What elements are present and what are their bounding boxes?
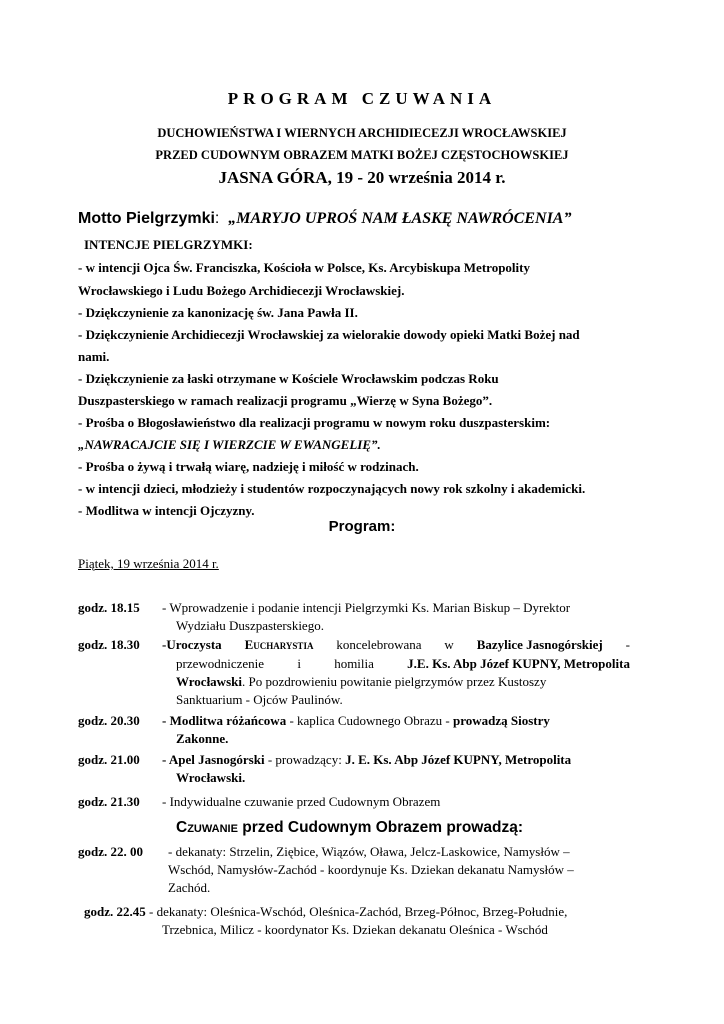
intention-line: - Dziękczynienie Archidiecezji Wrocławskiej za wielorakie dowody opieki Matki Bożej nad	[78, 327, 580, 342]
subtitle-line-2: PRZED CUDOWNYM OBRAZEM MATKI BOŻEJ CZĘSTOCHOWSKIEJ	[155, 148, 569, 162]
vigil-text: Trzebnica, Milicz - koordynator Ks. Dziekan dekanatu Oleśnica - Wschód	[162, 922, 548, 937]
entry-text: . Po pozdrowieniu powitanie pielgrzymów przez Kustoszy	[241, 674, 547, 689]
intention-line: - w intencji dzieci, młodzieży i studentów rozpoczynających nowy rok szkolny i akademicki.	[78, 481, 586, 496]
entry-text: - Wprowadzenie i podanie intencji Pielgrzymki Ks. Marian Biskup – Dyrektor	[162, 600, 571, 615]
entry-text: - Modlitwa różańcowa	[162, 713, 287, 728]
entry-text: - prowadzący:	[264, 752, 346, 767]
place-date: JASNA GÓRA, 19 - 20 września 2014 r.	[218, 168, 506, 187]
intention-line: „NAWRACAJCIE SIĘ I WIERZCIE W EWANGELIĘ”.	[78, 437, 381, 452]
entry-text: Wrocławski.	[176, 770, 246, 785]
entry-text: J. E. Ks. Abp Józef KUPNY, Metropolita	[345, 752, 572, 767]
entry-text	[162, 637, 630, 653]
entry-time: godz. 18.30	[78, 637, 140, 652]
intention-line: - Modlitwa w intencji Ojczyzny.	[78, 503, 255, 518]
vigil-entry	[84, 904, 567, 920]
vigil-heading	[176, 819, 523, 837]
entry-text: Zakonne.	[176, 731, 229, 746]
motto-label: Motto Pielgrzymki	[78, 210, 215, 227]
entry-text	[176, 674, 546, 690]
entry-time: godz. 18.15	[78, 600, 140, 615]
intention-line: - w intencji Ojca Św. Franciszka, Kościoła w Polsce, Ks. Arcybiskupa Metropolity	[78, 260, 530, 275]
entry-text	[162, 713, 550, 729]
entry-text: koncelebrowana	[336, 637, 422, 652]
intention-line: Duszpasterskiego w ramach realizacji programu „Wierzę w Syna Bożego”.	[78, 393, 493, 408]
intention-line: Wrocławskiego i Ludu Bożego Archidiecezji Wrocławskiej.	[78, 283, 405, 298]
intention-line: - Dziękczynienie za kanonizację św. Jana Pawła II.	[78, 305, 358, 320]
entry-text: - kaplica Cudownego Obrazu -	[286, 713, 453, 728]
entry-text: przewodniczenie	[176, 656, 265, 671]
day-heading: Piątek, 19 września 2014 r.	[78, 556, 219, 571]
entry-text: prowadzą Siostry	[452, 713, 550, 728]
vigil-heading-word: Czuwanie	[176, 819, 238, 836]
motto-text: „MARYJO UPROŚ NAM ŁASKĘ NAWRÓCENIA”	[228, 210, 572, 227]
vigil-time: godz. 22. 00	[78, 844, 143, 859]
subtitle-line-1: DUCHOWIEŃSTWA I WIERNYCH ARCHIDIECEZJI WROCŁAWSKIEJ	[157, 126, 567, 140]
entry-text: homilia	[334, 656, 374, 671]
vigil-text: Zachód.	[168, 880, 211, 895]
entry-text: J.E. Ks. Abp Józef KUPNY, Metropolita	[407, 656, 630, 671]
entry-text: Bazylice Jasnogórskiej	[476, 637, 603, 652]
entry-time: godz. 20.30	[78, 713, 140, 728]
intention-line: - Prośba o Błogosławieństwo dla realizacji programu w nowym roku duszpasterskim:	[78, 415, 551, 430]
entry-text: Wrocławski	[176, 674, 242, 689]
intention-line: nami.	[78, 349, 110, 364]
vigil-text: - dekanaty: Strzelin, Ziębice, Wiązów, Oława, Jelcz-Laskowice, Namysłów –	[168, 844, 570, 859]
entry-text: -	[625, 637, 630, 652]
intentions-heading: INTENCJE PIELGRZYMKI:	[84, 237, 253, 252]
vigil-text: - dekanaty: Oleśnica-Wschód, Oleśnica-Zachód, Brzeg-Północ, Brzeg-Południe,	[145, 904, 568, 919]
vigil-time: godz. 22.45	[84, 904, 146, 919]
entry-text: Eucharystia	[244, 637, 314, 652]
entry-time: godz. 21.00	[78, 752, 140, 767]
entry-text: -Uroczysta	[162, 637, 222, 652]
entry-text	[162, 752, 571, 768]
entry-text: w	[444, 637, 454, 652]
entry-text	[176, 656, 630, 672]
entry-time: godz. 21.30	[78, 794, 140, 809]
program-heading: Program:	[328, 518, 396, 535]
entry-text: Wydziału Duszpasterskiego.	[176, 618, 324, 633]
entry-text: Sanktuarium - Ojców Paulinów.	[176, 692, 343, 707]
page-title: PROGRAM CZUWANIA	[227, 89, 497, 108]
vigil-text: Wschód, Namysłów-Zachód - koordynuje Ks. Dziekan dekanatu Namysłów –	[168, 862, 574, 877]
intention-line: - Dziękczynienie za łaski otrzymane w Kościele Wrocławskim podczas Roku	[78, 371, 499, 386]
entry-text: - Indywidualne czuwanie przed Cudownym Obrazem	[162, 794, 441, 809]
motto: Motto Pielgrzymki: „MARYJO UPROŚ NAM ŁASKĘ NAWRÓCENIA”	[78, 210, 572, 227]
vigil-heading-rest: przed Cudownym Obrazem prowadzą:	[237, 819, 523, 836]
entry-text: - Apel Jasnogórski	[162, 752, 265, 767]
intention-line: - Prośba o żywą i trwałą wiarę, nadzieję i miłość w rodzinach.	[78, 459, 419, 474]
entry-text: i	[297, 656, 301, 671]
